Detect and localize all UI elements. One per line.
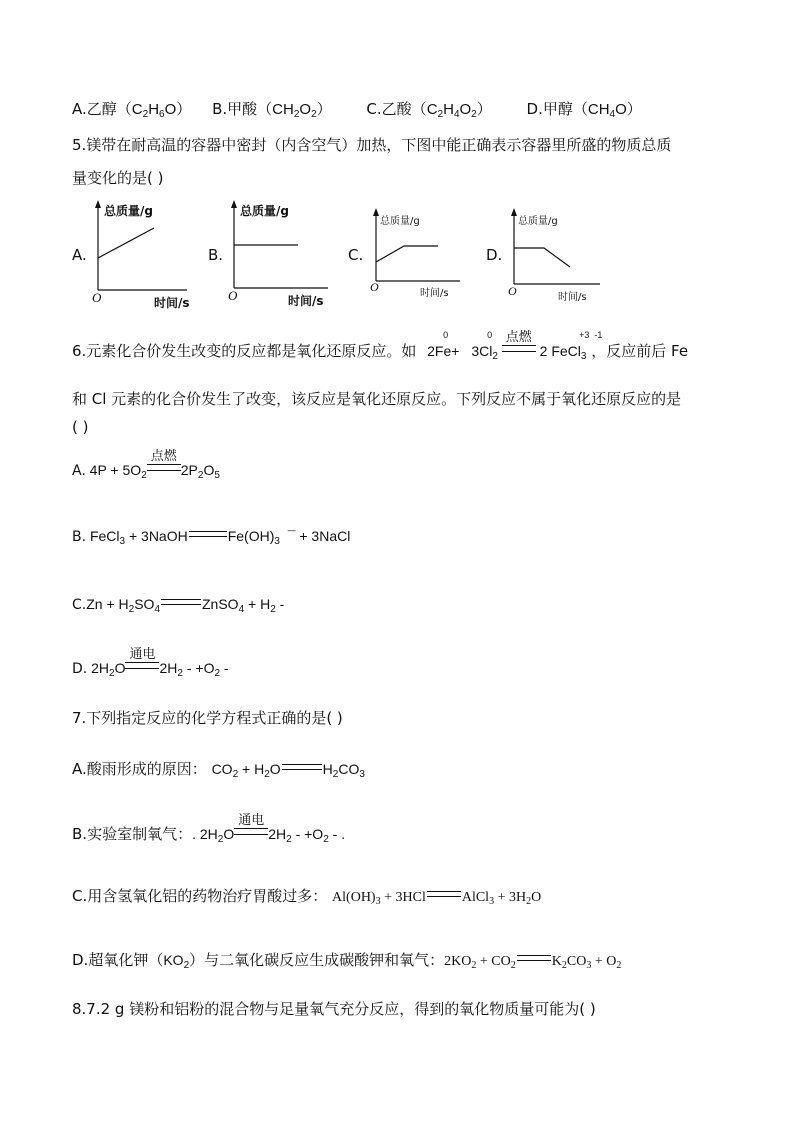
q7-option-b[interactable]: B.实验室制氧气：. $2H_2O$ 通电 $2H_2 - +O_2$ - . [72,812,346,845]
graph-xlabel: 时间/s [558,292,587,303]
q4-option-a[interactable]: A.乙醇$(C_2H_6O)$ [72,100,197,120]
graph-origin: O [92,290,102,305]
q6-example-equation: 0 2Fe+ 0 $3Cl_2$ 点燃 2 FeCl$_3$ +3 -1 [427,329,603,362]
q7-stem: 7.下列指定反应的化学方程式正确的是( ) [72,709,343,727]
q7-option-d[interactable]: D.超氧化钾$(KO_2)$与二氧化碳反应生成碳酸钾和氧气：$2KO_2 + CO_2$ $K_2CO_3 + O_2$ [72,951,622,971]
graph-origin: O [370,280,379,294]
graph-origin: O [228,288,238,303]
q5-stem-line2: 量变化的是( ) [72,169,164,187]
graph-xlabel: 时间/s [420,288,449,299]
q7-option-c[interactable]: C.用含氢氧化铝的药物治疗胃酸过多： $Al(OH)_3 + 3HCl$ AlCl$_3$ + $3H_2O$ [72,887,542,907]
q8-stem: 8.7.2 g 镁粉和铝粉的混合物与足量氧气充分反应，得到的氧化物质量可能为( ) [72,1000,596,1018]
q6-option-b[interactable]: B. FeCl$_3$ + 3NaOH $Fe(OH)_3$ ¯ + 3NaCl [72,528,351,547]
graph-ylabel: 总质量/g [240,204,289,218]
q5-graph-c[interactable] [348,206,478,306]
q4-options [72,98,642,120]
q6-option-c[interactable]: $C.Zn + H_2SO_4$ ZnSO$_4$ + $H_2$ - [72,596,285,615]
graph-ylabel: 总质量/g [518,216,558,227]
q7-option-a[interactable]: A.酸雨形成的原因： $CO_2 + H_2O$ $H_2CO_3$ [72,760,365,780]
q6-option-a[interactable]: A. $4P + 5O_2$ 点燃 $2P_2O_5$ [72,448,220,481]
graph-xlabel: 时间/s [154,296,190,310]
q5-graph-a[interactable] [72,198,202,310]
q4-option-b[interactable]: B.甲酸$(CH_2O_2)$ [212,100,337,120]
graph-letter: D. [486,246,503,264]
graph-ylabel: 总质量/g [104,204,153,218]
q5-graph-b[interactable] [208,198,338,310]
graph-ylabel: 总质量/g [380,216,420,227]
graph-xlabel: 时间/s [288,294,324,308]
q4-option-d[interactable]: D.甲醇$(CH_4O)$ [526,100,642,120]
q6-stem-line3: ( ) [72,418,89,436]
graph-letter: A. [72,246,87,264]
q5-graph-d[interactable] [486,206,616,306]
q4-option-c[interactable]: C.乙酸$(C_2H_4O_2)$ [366,100,497,120]
q5-stem-line1: 5.镁带在耐高温的容器中密封（内含空气）加热，下图中能正确表示容器里所盛的物质总质 [72,136,672,154]
graph-letter: C. [348,246,364,264]
q6-stem-line2: 和 Cl 元素的化合价发生了改变，该反应是氧化还原反应。下列反应不属于氧化还原反应的是 [72,390,682,408]
graph-letter: B. [208,246,224,264]
q6-stem-line1: 6.元素化合价发生改变的反应都是氧化还原反应。如 0 2Fe+ 0 $3Cl_2$ 点燃 2 FeCl$_3$ +3 -1 ，反应前后 Fe [72,329,689,362]
q6-option-d[interactable]: D. $2H_2O$ 通电 $2H_2 - +O_2$ - [72,646,229,679]
graph-origin: O [508,284,517,298]
